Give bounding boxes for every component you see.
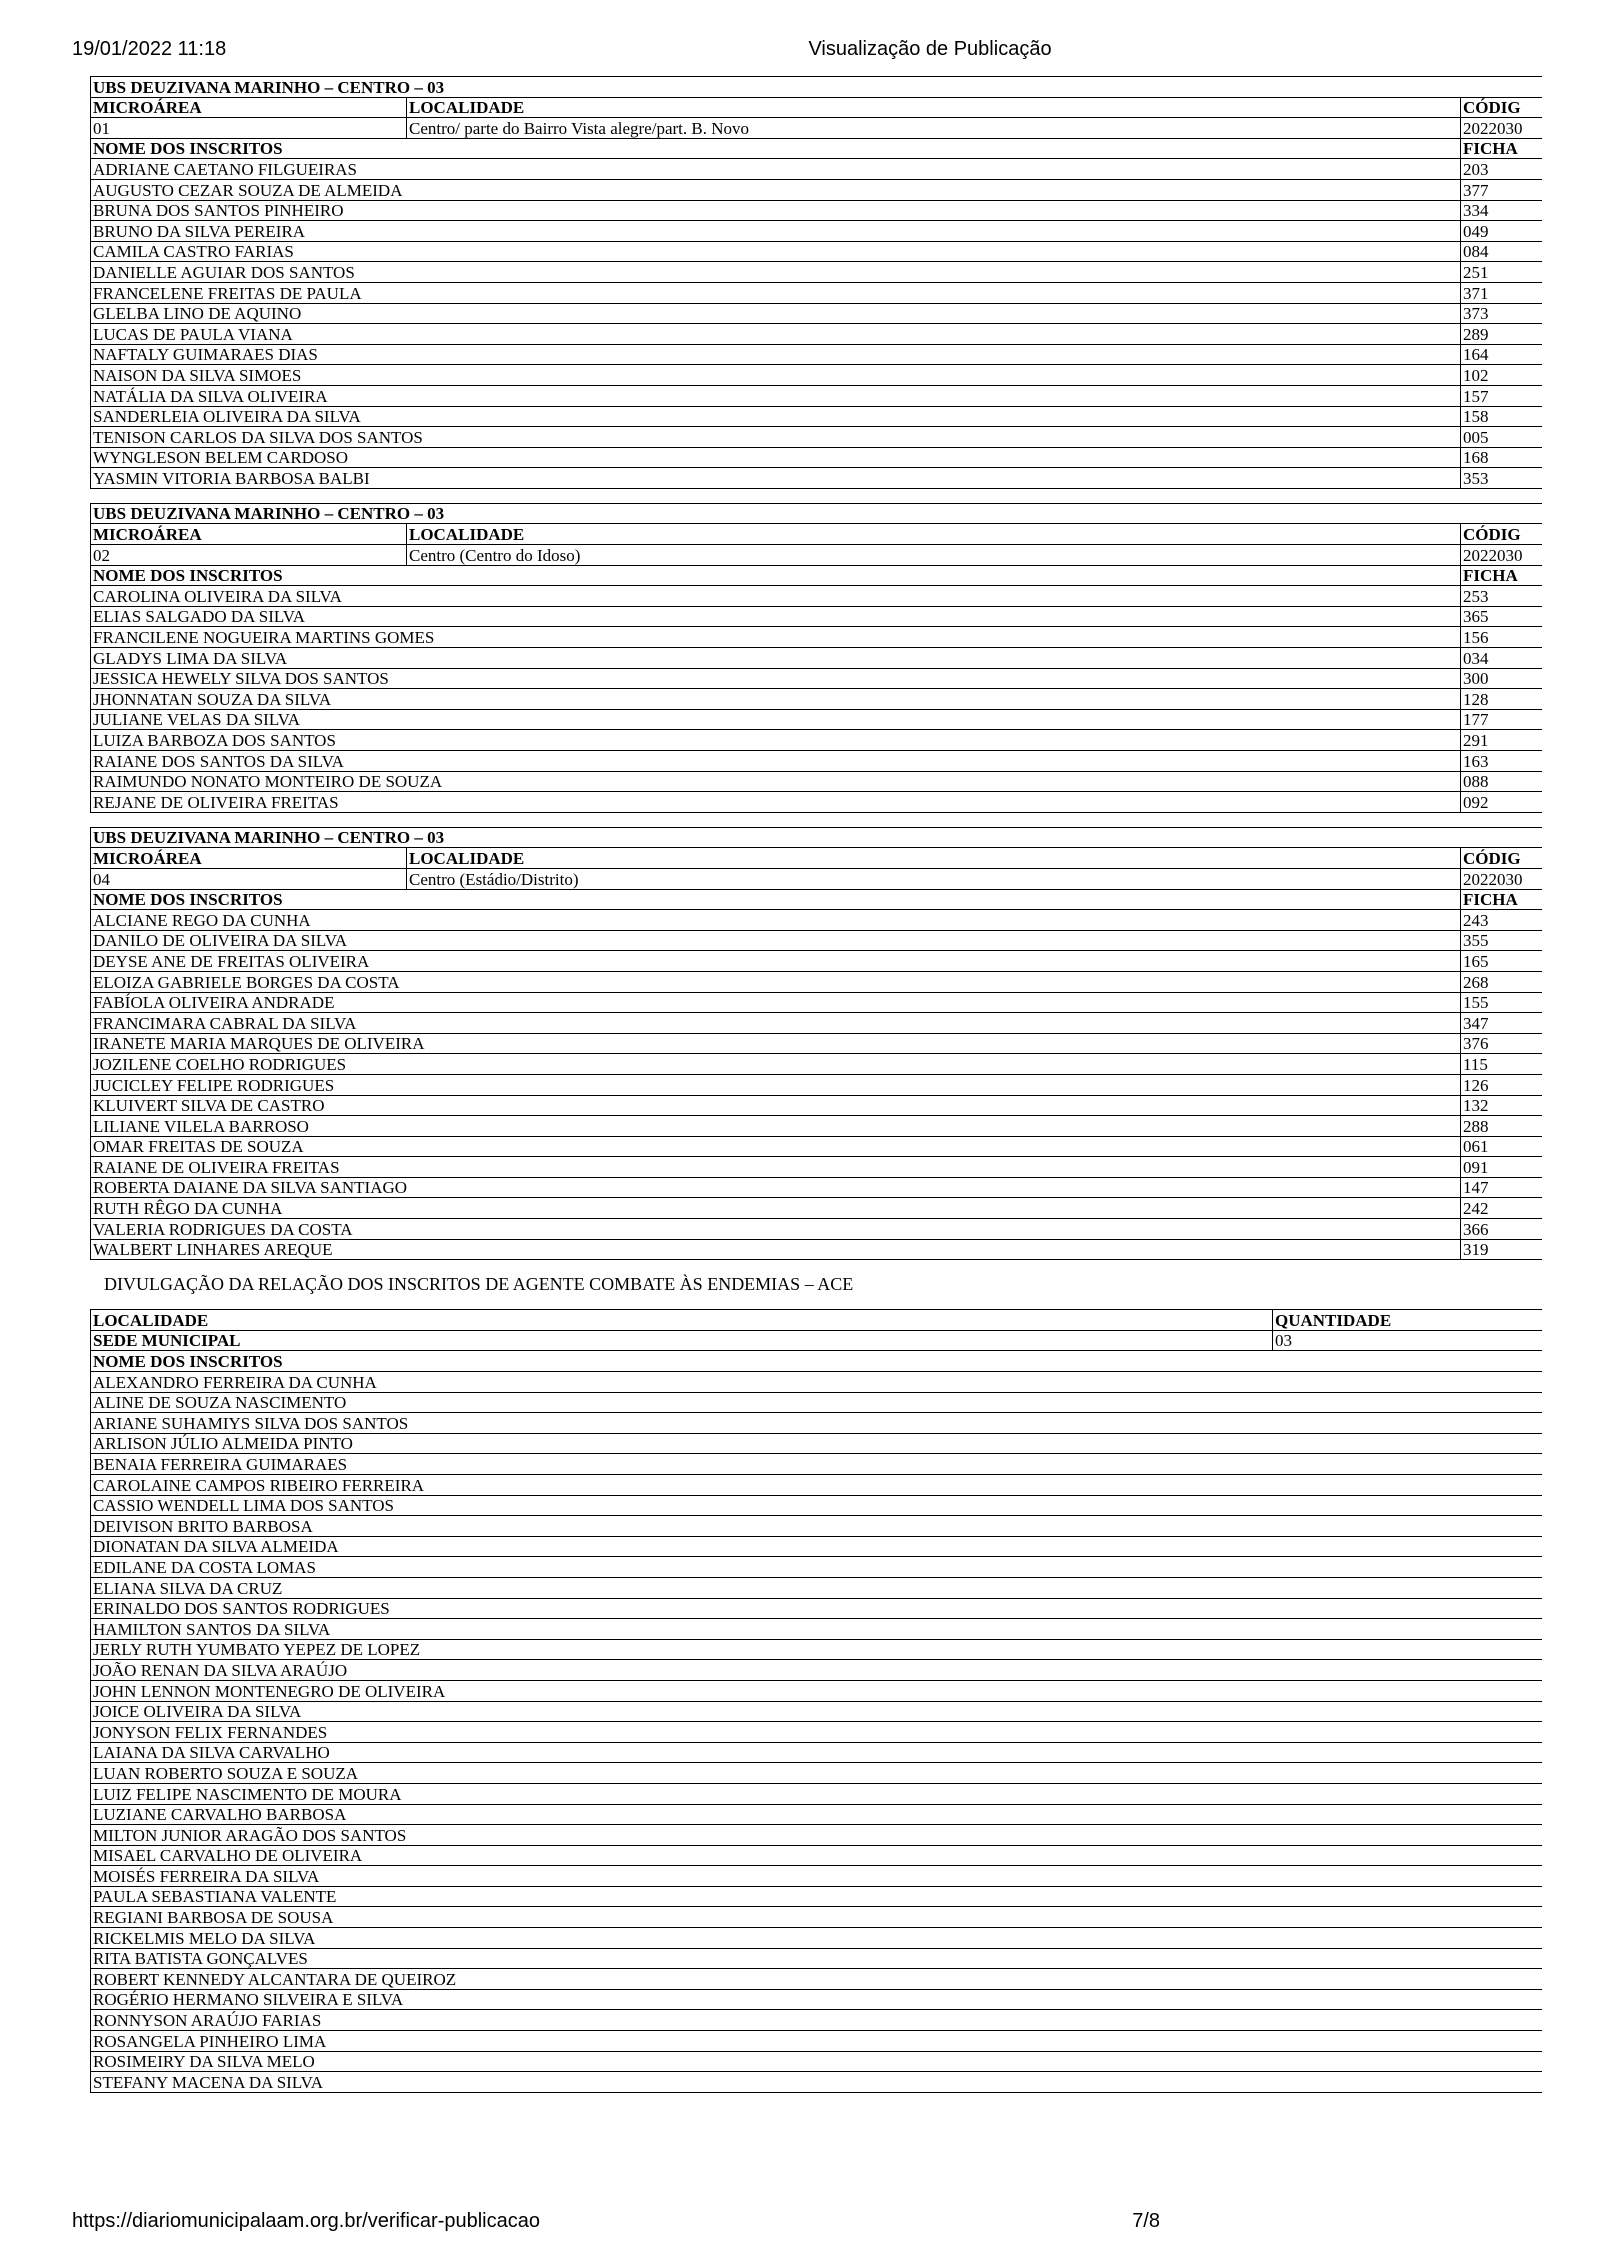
col-microarea: MICROÁREA [91, 97, 407, 118]
ace-inscrito-nome: DIONATAN DA SILVA ALMEIDA [91, 1536, 1543, 1557]
table-row [91, 1639, 1543, 1660]
inscrito-nome: KLUIVERT SILVA DE CASTRO [91, 1095, 1461, 1116]
table-row [91, 1239, 1543, 1260]
inscrito-nome: WYNGLESON BELEM CARDOSO [91, 447, 1461, 468]
ace-inscrito-nome: MILTON JUNIOR ARAGÃO DOS SANTOS [91, 1825, 1543, 1846]
table-row [91, 1804, 1543, 1825]
table-row [91, 1660, 1543, 1681]
ace-inscrito-nome: MISAEL CARVALHO DE OLIVEIRA [91, 1845, 1543, 1866]
microarea-value: 04 [91, 868, 407, 889]
microarea-value: 01 [91, 118, 407, 139]
codigo-value: 2022030 [1461, 118, 1543, 139]
ace-inscrito-nome: ARIANE SUHAMIYS SILVA DOS SANTOS [91, 1413, 1543, 1434]
inscrito-ficha: 373 [1461, 303, 1543, 324]
col-ficha: FICHA [1461, 889, 1543, 910]
inscrito-ficha: 243 [1461, 910, 1543, 931]
inscrito-ficha: 177 [1461, 709, 1543, 730]
table-row [91, 606, 1543, 627]
ace-inscrito-nome: PAULA SEBASTIANA VALENTE [91, 1886, 1543, 1907]
ubs-names-header-row [91, 889, 1543, 910]
codigo-value: 2022030 [1461, 545, 1543, 566]
inscrito-nome: WALBERT LINHARES AREQUE [91, 1239, 1461, 1260]
inscrito-nome: IRANETE MARIA MARQUES DE OLIVEIRA [91, 1033, 1461, 1054]
table-row [91, 1475, 1543, 1496]
inscrito-nome: ROBERTA DAIANE DA SILVA SANTIAGO [91, 1177, 1461, 1198]
table-row [91, 241, 1543, 262]
table-row [91, 2010, 1543, 2031]
localidade-value: Centro (Centro do Idoso) [407, 545, 1461, 566]
ace-col-localidade: LOCALIDADE [91, 1310, 1273, 1331]
table-row [91, 1845, 1543, 1866]
table-row [91, 1742, 1543, 1763]
inscrito-ficha: 319 [1461, 1239, 1543, 1260]
inscrito-nome: SANDERLEIA OLIVEIRA DA SILVA [91, 406, 1461, 427]
ubs-table-wrap [90, 827, 1542, 1260]
inscrito-nome: LUIZA BARBOZA DOS SANTOS [91, 730, 1461, 751]
ace-inscrito-nome: ARLISON JÚLIO ALMEIDA PINTO [91, 1433, 1543, 1454]
table-row [91, 447, 1543, 468]
inscrito-ficha: 164 [1461, 344, 1543, 365]
table-row [91, 951, 1543, 972]
inscrito-ficha: 289 [1461, 324, 1543, 345]
table-row [91, 1722, 1543, 1743]
inscrito-ficha: 203 [1461, 159, 1543, 180]
table-row [91, 992, 1543, 1013]
inscrito-ficha: 128 [1461, 689, 1543, 710]
table-row [91, 1866, 1543, 1887]
ace-inscrito-nome: HAMILTON SANTOS DA SILVA [91, 1619, 1543, 1640]
table-row [91, 1074, 1543, 1095]
table-row [91, 406, 1543, 427]
inscrito-nome: BRUNO DA SILVA PEREIRA [91, 221, 1461, 242]
ubs-title: UBS DEUZIVANA MARINHO – CENTRO – 03 [91, 827, 1543, 848]
table-row [91, 282, 1543, 303]
inscrito-ficha: 005 [1461, 427, 1543, 448]
localidade-value: Centro (Estádio/Distrito) [407, 868, 1461, 889]
inscrito-nome: LILIANE VILELA BARROSO [91, 1116, 1461, 1137]
inscrito-ficha: 353 [1461, 468, 1543, 489]
inscrito-nome: VALERIA RODRIGUES DA COSTA [91, 1219, 1461, 1240]
inscrito-nome: JOZILENE COELHO RODRIGUES [91, 1054, 1461, 1075]
table-row [91, 1433, 1543, 1454]
table-row [91, 1701, 1543, 1722]
ubs-table [90, 503, 1542, 813]
table-row [91, 324, 1543, 345]
table-row [91, 179, 1543, 200]
table-row [91, 221, 1543, 242]
inscrito-ficha: 300 [1461, 668, 1543, 689]
table-row [91, 709, 1543, 730]
inscrito-ficha: 365 [1461, 606, 1543, 627]
table-row [91, 668, 1543, 689]
inscrito-ficha: 242 [1461, 1198, 1543, 1219]
ace-inscrito-nome: ROGÉRIO HERMANO SILVEIRA E SILVA [91, 1989, 1543, 2010]
ace-inscrito-nome: ALEXANDRO FERREIRA DA CUNHA [91, 1372, 1543, 1393]
inscrito-nome: TENISON CARLOS DA SILVA DOS SANTOS [91, 427, 1461, 448]
inscrito-ficha: 355 [1461, 930, 1543, 951]
col-nome: NOME DOS INSCRITOS [91, 138, 1461, 159]
print-datetime: 19/01/2022 11:18 [72, 38, 227, 60]
inscrito-nome: FRANCILENE NOGUEIRA MARTINS GOMES [91, 627, 1461, 648]
ace-inscrito-nome: CASSIO WENDELL LIMA DOS SANTOS [91, 1495, 1543, 1516]
col-localidade: LOCALIDADE [407, 524, 1461, 545]
ace-inscrito-nome: ERINALDO DOS SANTOS RODRIGUES [91, 1598, 1543, 1619]
table-row [91, 1763, 1543, 1784]
table-row [91, 1219, 1543, 1240]
ace-inscrito-nome: JOICE OLIVEIRA DA SILVA [91, 1701, 1543, 1722]
inscrito-nome: NAISON DA SILVA SIMOES [91, 365, 1461, 386]
table-row [91, 1886, 1543, 1907]
col-ficha: FICHA [1461, 565, 1543, 586]
document-body [90, 76, 1542, 2093]
col-microarea: MICROÁREA [91, 524, 407, 545]
table-row [91, 1454, 1543, 1475]
table-row [91, 1372, 1543, 1393]
table-row [91, 1136, 1543, 1157]
table-row [91, 1095, 1543, 1116]
ace-inscrito-nome: ELIANA SILVA DA CRUZ [91, 1577, 1543, 1598]
ubs-table [90, 827, 1542, 1260]
table-row [91, 1680, 1543, 1701]
table-row [91, 1177, 1543, 1198]
table-row [91, 930, 1543, 951]
table-row [91, 1516, 1543, 1537]
table-row [91, 1013, 1543, 1034]
inscrito-ficha: 157 [1461, 385, 1543, 406]
inscrito-nome: RAIANE DE OLIVEIRA FREITAS [91, 1157, 1461, 1178]
inscrito-nome: NATÁLIA DA SILVA OLIVEIRA [91, 385, 1461, 406]
table-row [91, 910, 1543, 931]
inscrito-nome: DANIELLE AGUIAR DOS SANTOS [91, 262, 1461, 283]
ace-inscrito-nome: RONNYSON ARAÚJO FARIAS [91, 2010, 1543, 2031]
ace-quantidade-value: 03 [1273, 1330, 1543, 1351]
table-row [91, 427, 1543, 448]
ubs-names-header-row [91, 565, 1543, 586]
ace-inscrito-nome: STEFANY MACENA DA SILVA [91, 2072, 1543, 2093]
inscrito-ficha: 251 [1461, 262, 1543, 283]
ace-inscrito-nome: JERLY RUTH YUMBATO YEPEZ DE LOPEZ [91, 1639, 1543, 1660]
table-row [91, 627, 1543, 648]
ace-inscrito-nome: ALINE DE SOUZA NASCIMENTO [91, 1392, 1543, 1413]
inscrito-ficha: 268 [1461, 971, 1543, 992]
ace-sede-row [91, 1330, 1543, 1351]
table-row [91, 1577, 1543, 1598]
ace-inscrito-nome: REGIANI BARBOSA DE SOUSA [91, 1907, 1543, 1928]
inscrito-nome: YASMIN VITORIA BARBOSA BALBI [91, 468, 1461, 489]
inscrito-nome: CAROLINA OLIVEIRA DA SILVA [91, 586, 1461, 607]
ubs-info-row [91, 545, 1543, 566]
table-row [91, 468, 1543, 489]
table-row [91, 1116, 1543, 1137]
inscrito-ficha: 163 [1461, 751, 1543, 772]
ubs-title: UBS DEUZIVANA MARINHO – CENTRO – 03 [91, 77, 1543, 98]
col-localidade: LOCALIDADE [407, 848, 1461, 869]
ace-inscrito-nome: CAROLAINE CAMPOS RIBEIRO FERREIRA [91, 1475, 1543, 1496]
ace-col-quantidade: QUANTIDADE [1273, 1310, 1543, 1331]
table-row [91, 1969, 1543, 1990]
table-row [91, 2072, 1543, 2093]
table-row [91, 971, 1543, 992]
inscrito-ficha: 061 [1461, 1136, 1543, 1157]
inscrito-nome: JHONNATAN SOUZA DA SILVA [91, 689, 1461, 710]
table-row [91, 730, 1543, 751]
col-codigo: CÓDIG [1461, 524, 1543, 545]
inscrito-nome: LUCAS DE PAULA VIANA [91, 324, 1461, 345]
table-row [91, 1054, 1543, 1075]
table-row [91, 2051, 1543, 2072]
table-row [91, 1495, 1543, 1516]
table-row [91, 792, 1543, 813]
ace-inscrito-nome: RICKELMIS MELO DA SILVA [91, 1928, 1543, 1949]
page-title: Visualização de Publicação [808, 38, 1052, 60]
inscrito-ficha: 088 [1461, 771, 1543, 792]
table-row [91, 1825, 1543, 1846]
table-row [91, 303, 1543, 324]
table-row [91, 1536, 1543, 1557]
inscrito-ficha: 126 [1461, 1074, 1543, 1095]
ubs-info-row [91, 868, 1543, 889]
inscrito-ficha: 132 [1461, 1095, 1543, 1116]
table-row [91, 1948, 1543, 1969]
table-row [91, 648, 1543, 669]
inscrito-nome: BRUNA DOS SANTOS PINHEIRO [91, 200, 1461, 221]
ubs-header-row [91, 848, 1543, 869]
ace-inscrito-nome: BENAIA FERREIRA GUIMARAES [91, 1454, 1543, 1475]
ace-table [90, 1309, 1542, 2093]
ace-header-row [91, 1310, 1543, 1331]
ace-inscrito-nome: ROSIMEIRY DA SILVA MELO [91, 2051, 1543, 2072]
inscrito-nome: GLADYS LIMA DA SILVA [91, 648, 1461, 669]
footer-url: https://diariomunicipalaam.org.br/verificar-publicacao [72, 2210, 540, 2232]
inscrito-nome: FRANCIMARA CABRAL DA SILVA [91, 1013, 1461, 1034]
inscrito-nome: OMAR FREITAS DE SOUZA [91, 1136, 1461, 1157]
inscrito-nome: GLELBA LINO DE AQUINO [91, 303, 1461, 324]
table-row [91, 1907, 1543, 1928]
inscrito-nome: AUGUSTO CEZAR SOUZA DE ALMEIDA [91, 179, 1461, 200]
inscrito-ficha: 156 [1461, 627, 1543, 648]
table-row [91, 1598, 1543, 1619]
col-localidade: LOCALIDADE [407, 97, 1461, 118]
inscrito-nome: CAMILA CASTRO FARIAS [91, 241, 1461, 262]
ubs-table [90, 76, 1542, 489]
ace-localidade-value: SEDE MUNICIPAL [91, 1330, 1273, 1351]
inscrito-nome: JULIANE VELAS DA SILVA [91, 709, 1461, 730]
col-nome: NOME DOS INSCRITOS [91, 889, 1461, 910]
inscrito-nome: JUCICLEY FELIPE RODRIGUES [91, 1074, 1461, 1095]
inscrito-ficha: 371 [1461, 282, 1543, 303]
inscrito-ficha: 347 [1461, 1013, 1543, 1034]
inscrito-nome: ELOIZA GABRIELE BORGES DA COSTA [91, 971, 1461, 992]
table-row [91, 1557, 1543, 1578]
table-row [91, 1413, 1543, 1434]
table-row [91, 1392, 1543, 1413]
ace-inscrito-nome: JOÃO RENAN DA SILVA ARAÚJO [91, 1660, 1543, 1681]
table-row [91, 1928, 1543, 1949]
ubs-title-row [91, 77, 1543, 98]
ubs-title-row [91, 827, 1543, 848]
ace-inscrito-nome: LUZIANE CARVALHO BARBOSA [91, 1804, 1543, 1825]
ubs-header-row [91, 524, 1543, 545]
table-row [91, 365, 1543, 386]
table-row [91, 1989, 1543, 2010]
inscrito-ficha: 115 [1461, 1054, 1543, 1075]
ace-inscrito-nome: EDILANE DA COSTA LOMAS [91, 1557, 1543, 1578]
ubs-names-header-row [91, 138, 1543, 159]
col-nome: NOME DOS INSCRITOS [91, 565, 1461, 586]
table-row [91, 771, 1543, 792]
ubs-title: UBS DEUZIVANA MARINHO – CENTRO – 03 [91, 503, 1543, 524]
inscrito-ficha: 158 [1461, 406, 1543, 427]
ace-inscrito-nome: LUAN ROBERTO SOUZA E SOUZA [91, 1763, 1543, 1784]
inscrito-nome: ALCIANE REGO DA CUNHA [91, 910, 1461, 931]
inscrito-nome: RUTH RÊGO DA CUNHA [91, 1198, 1461, 1219]
table-row [91, 689, 1543, 710]
ace-inscrito-nome: MOISÉS FERREIRA DA SILVA [91, 1866, 1543, 1887]
inscrito-ficha: 288 [1461, 1116, 1543, 1137]
inscrito-nome: RAIANE DOS SANTOS DA SILVA [91, 751, 1461, 772]
inscrito-nome: FRANCELENE FREITAS DE PAULA [91, 282, 1461, 303]
inscrito-nome: RAIMUNDO NONATO MONTEIRO DE SOUZA [91, 771, 1461, 792]
ace-name-header-row [91, 1351, 1543, 1372]
page-number: 7/8 [1132, 2210, 1160, 2232]
ubs-header-row [91, 97, 1543, 118]
table-row [91, 751, 1543, 772]
inscrito-ficha: 376 [1461, 1033, 1543, 1054]
table-row [91, 1157, 1543, 1178]
ace-inscrito-nome: JONYSON FELIX FERNANDES [91, 1722, 1543, 1743]
table-row [91, 1783, 1543, 1804]
inscrito-nome: FABÍOLA OLIVEIRA ANDRADE [91, 992, 1461, 1013]
ace-col-nome: NOME DOS INSCRITOS [91, 1351, 1543, 1372]
col-ficha: FICHA [1461, 138, 1543, 159]
inscrito-ficha: 155 [1461, 992, 1543, 1013]
ace-inscrito-nome: RITA BATISTA GONÇALVES [91, 1948, 1543, 1969]
table-row [91, 344, 1543, 365]
ubs-title-row [91, 503, 1543, 524]
inscrito-ficha: 291 [1461, 730, 1543, 751]
table-row [91, 2031, 1543, 2052]
inscrito-ficha: 366 [1461, 1219, 1543, 1240]
inscrito-nome: ADRIANE CAETANO FILGUEIRAS [91, 159, 1461, 180]
ubs-table-wrap [90, 76, 1542, 489]
inscrito-ficha: 147 [1461, 1177, 1543, 1198]
ace-inscrito-nome: LAIANA DA SILVA CARVALHO [91, 1742, 1543, 1763]
inscrito-ficha: 092 [1461, 792, 1543, 813]
inscrito-ficha: 168 [1461, 447, 1543, 468]
inscrito-nome: REJANE DE OLIVEIRA FREITAS [91, 792, 1461, 813]
inscrito-ficha: 377 [1461, 179, 1543, 200]
inscrito-nome: ELIAS SALGADO DA SILVA [91, 606, 1461, 627]
ace-inscrito-nome: ROBERT KENNEDY ALCANTARA DE QUEIROZ [91, 1969, 1543, 1990]
table-row [91, 262, 1543, 283]
inscrito-ficha: 091 [1461, 1157, 1543, 1178]
inscrito-nome: NAFTALY GUIMARAES DIAS [91, 344, 1461, 365]
table-row [91, 200, 1543, 221]
table-row [91, 159, 1543, 180]
inscrito-ficha: 049 [1461, 221, 1543, 242]
ace-inscrito-nome: ROSANGELA PINHEIRO LIMA [91, 2031, 1543, 2052]
inscrito-ficha: 084 [1461, 241, 1543, 262]
inscrito-nome: DEYSE ANE DE FREITAS OLIVEIRA [91, 951, 1461, 972]
inscrito-ficha: 165 [1461, 951, 1543, 972]
ace-inscrito-nome: JOHN LENNON MONTENEGRO DE OLIVEIRA [91, 1680, 1543, 1701]
ace-inscrito-nome: DEIVISON BRITO BARBOSA [91, 1516, 1543, 1537]
inscrito-ficha: 334 [1461, 200, 1543, 221]
col-codigo: CÓDIG [1461, 97, 1543, 118]
inscrito-ficha: 102 [1461, 365, 1543, 386]
table-row [91, 586, 1543, 607]
ace-inscrito-nome: LUIZ FELIPE NASCIMENTO DE MOURA [91, 1783, 1543, 1804]
ace-intro: DIVULGAÇÃO DA RELAÇÃO DOS INSCRITOS DE AGENTE COMBATE ÀS ENDEMIAS – ACE [104, 1274, 854, 1295]
codigo-value: 2022030 [1461, 868, 1543, 889]
col-codigo: CÓDIG [1461, 848, 1543, 869]
microarea-value: 02 [91, 545, 407, 566]
localidade-value: Centro/ parte do Bairro Vista alegre/part. B. Novo [407, 118, 1461, 139]
ubs-tables [90, 76, 1542, 1260]
table-row [91, 1619, 1543, 1640]
table-row [91, 1033, 1543, 1054]
table-row [91, 1198, 1543, 1219]
col-microarea: MICROÁREA [91, 848, 407, 869]
inscrito-nome: DANILO DE OLIVEIRA DA SILVA [91, 930, 1461, 951]
inscrito-ficha: 034 [1461, 648, 1543, 669]
inscrito-nome: JESSICA HEWELY SILVA DOS SANTOS [91, 668, 1461, 689]
ubs-info-row [91, 118, 1543, 139]
table-row [91, 385, 1543, 406]
inscrito-ficha: 253 [1461, 586, 1543, 607]
ubs-table-wrap [90, 503, 1542, 813]
